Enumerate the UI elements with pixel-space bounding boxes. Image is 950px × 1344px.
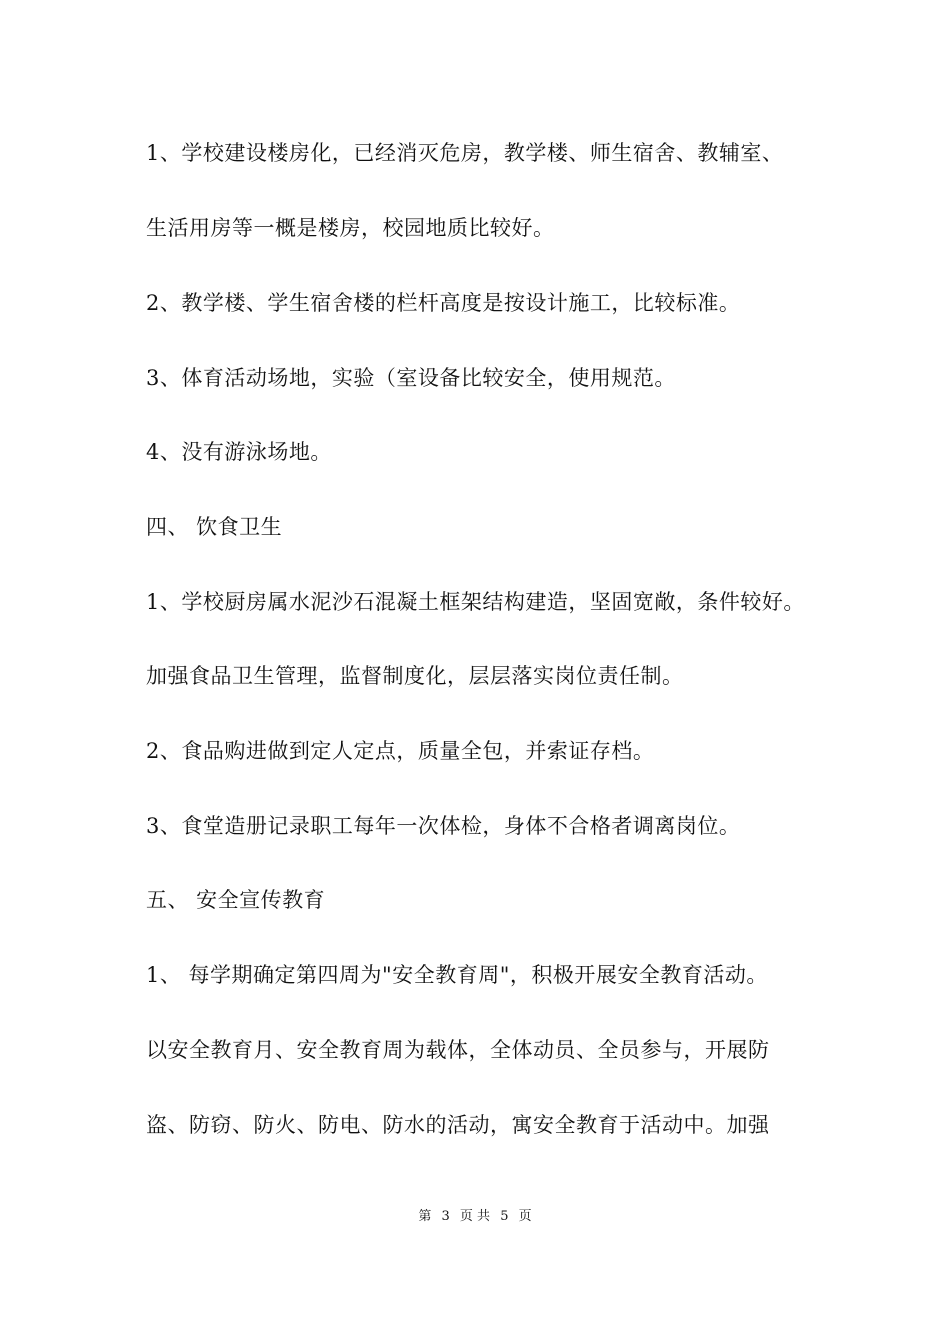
text-line: 1、学校厨房属水泥沙石混凝土框架结构建造，坚固宽敞，条件较好。 bbox=[146, 590, 805, 614]
text-line: 盗、防窃、防火、防电、防水的活动，寓安全教育于活动中。加强 bbox=[146, 1113, 770, 1137]
footer-page-number: 3 bbox=[441, 1209, 450, 1224]
text-line: 1、 每学期确定第四周为"安全教育周"，积极开展安全教育活动。 bbox=[146, 963, 768, 987]
section-heading: 四、 饮食卫生 bbox=[146, 515, 283, 539]
text-line: 4、没有游泳场地。 bbox=[146, 440, 332, 464]
text-line: 3、食堂造册记录职工每年一次体检，身体不合格者调离岗位。 bbox=[146, 814, 741, 838]
section-heading: 五、 安全宣传教育 bbox=[146, 888, 326, 912]
text-line: 2、食品购进做到定人定点，质量全包，并索证存档。 bbox=[146, 739, 655, 763]
text-line: 2、教学楼、学生宿舍楼的栏杆高度是按设计施工，比较标准。 bbox=[146, 291, 741, 315]
footer-total-pages: 5 bbox=[500, 1209, 509, 1224]
footer-suffix: 页 bbox=[518, 1209, 532, 1224]
text-line: 生活用房等一概是楼房，校园地质比较好。 bbox=[146, 216, 555, 240]
text-line: 3、体育活动场地，实验（室设备比较安全，使用规范。 bbox=[146, 366, 676, 390]
text-line: 以安全教育月、安全教育周为载体，全体动员、全员参与，开展防 bbox=[146, 1038, 770, 1062]
footer-middle: 页 共 bbox=[459, 1209, 491, 1224]
footer-prefix: 第 bbox=[418, 1209, 432, 1224]
page-footer bbox=[0, 1208, 950, 1226]
text-line: 加强食品卫生管理，监督制度化，层层落实岗位责任制。 bbox=[146, 664, 684, 688]
text-line: 1、学校建设楼房化，已经消灭危房，教学楼、师生宿舍、教辅室、 bbox=[146, 141, 784, 165]
